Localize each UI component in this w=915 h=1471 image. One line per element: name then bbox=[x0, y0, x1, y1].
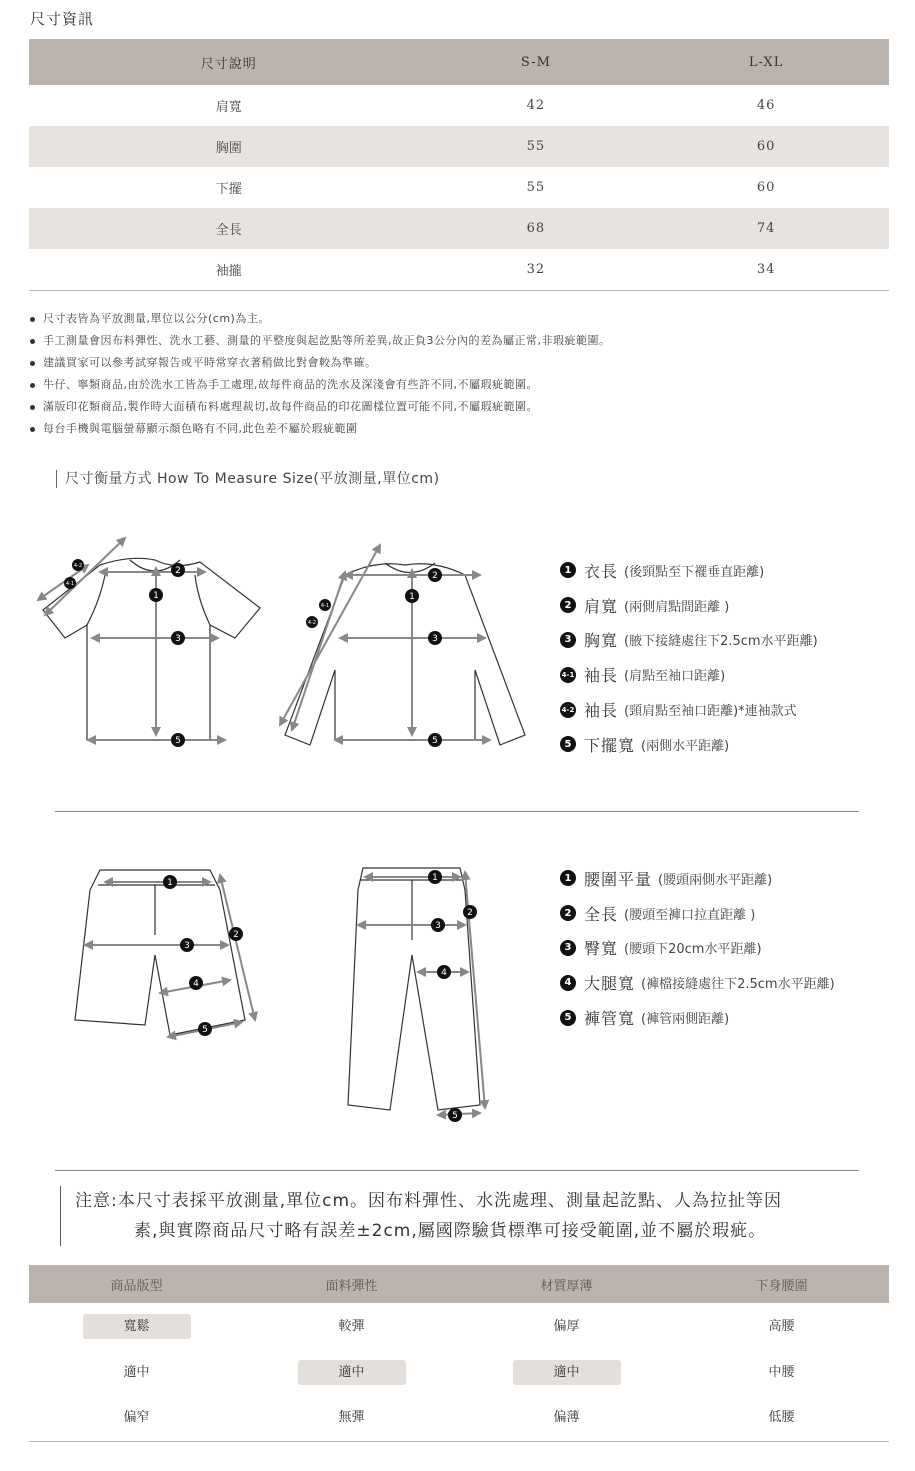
badge-label: 4 bbox=[193, 979, 199, 989]
header-cell: S-M bbox=[429, 39, 644, 85]
legend-desc: (褲管兩側距離) bbox=[641, 1012, 730, 1028]
badge-icon: 2 bbox=[560, 905, 576, 921]
bullet-icon bbox=[30, 317, 35, 322]
note-item bbox=[30, 308, 611, 330]
option: 低腰 bbox=[768, 1410, 795, 1426]
table-cell: 46 bbox=[756, 98, 776, 113]
note-text: 牛仔、寧類商品,由於洗水工皆為手工處理,故每件商品的洗水及深淺會有些許不同,不屬瑕疵範圍。 bbox=[43, 378, 538, 391]
legend-desc: (腰頭兩側水平距離) bbox=[658, 872, 773, 888]
badge-icon: 3 bbox=[560, 940, 576, 956]
table-cell: 肩寬 bbox=[215, 100, 242, 115]
legend-name: 臀寬 bbox=[584, 939, 619, 959]
badge-icon: 1 bbox=[560, 562, 576, 578]
tops-legend bbox=[560, 553, 818, 762]
table-cell: 60 bbox=[756, 180, 776, 195]
table-cell: 42 bbox=[526, 98, 546, 113]
header-cell: 面料彈性 bbox=[244, 1265, 459, 1303]
legend-item bbox=[560, 727, 818, 762]
table-cell: 68 bbox=[429, 208, 644, 249]
legend-name: 袖長 bbox=[584, 701, 619, 721]
table-row bbox=[29, 1303, 889, 1349]
option: 中腰 bbox=[768, 1364, 795, 1380]
header-cell: 尺寸說明 bbox=[29, 39, 429, 85]
table-cell: 55 bbox=[526, 180, 546, 195]
legend-desc: (兩側肩點間距離 ) bbox=[624, 599, 730, 615]
section-title: 尺寸資訊 bbox=[30, 10, 95, 28]
badge-label: 1 bbox=[409, 592, 415, 602]
table-cell: 34 bbox=[643, 249, 889, 290]
legend-desc: (兩側水平距離) bbox=[641, 738, 730, 754]
table-cell bbox=[29, 1303, 244, 1349]
badge-label: 1 bbox=[167, 878, 173, 888]
legend-desc: (腰頭下20cm水平距離) bbox=[624, 942, 762, 958]
note-item bbox=[30, 418, 611, 440]
selected-option: 寬鬆 bbox=[83, 1314, 191, 1339]
table-cell bbox=[244, 1349, 459, 1395]
header-cell: 下身腰圍 bbox=[674, 1265, 889, 1303]
legend-desc: (腰頭至褲口拉直距離 ) bbox=[624, 907, 756, 923]
table-row bbox=[29, 208, 889, 249]
table-cell bbox=[244, 1303, 459, 1349]
badge-label: 2 bbox=[233, 930, 239, 940]
legend-name: 肩寬 bbox=[584, 596, 619, 616]
legend-name: 褲管寬 bbox=[584, 1009, 636, 1029]
badge-label: 2 bbox=[175, 566, 181, 576]
table-cell bbox=[244, 1395, 459, 1441]
legend-item bbox=[560, 896, 835, 931]
badge-icon: 4-1 bbox=[560, 667, 576, 683]
legend-desc: (頸肩點至袖口距離)*連袖款式 bbox=[624, 704, 797, 720]
table-cell: 下擺 bbox=[215, 182, 242, 197]
shorts-illustration bbox=[75, 870, 245, 1035]
badge-icon: 1 bbox=[560, 870, 576, 886]
size-table bbox=[29, 39, 889, 291]
badge-label: 4 bbox=[441, 968, 447, 978]
table-row bbox=[29, 85, 889, 126]
size-table-header bbox=[29, 39, 889, 85]
badge-label: 5 bbox=[432, 736, 438, 746]
divider bbox=[55, 811, 859, 812]
note-item bbox=[30, 374, 611, 396]
table-cell bbox=[674, 1303, 889, 1349]
legend-item bbox=[560, 588, 818, 623]
note-text: 手工測量會因布料彈性、洗水工藝、測量的平整度與起訖點等所差異,故正負3公分內的差為屬正常,非瑕疵範圍。 bbox=[43, 334, 611, 347]
legend-item bbox=[560, 931, 835, 966]
legend-item bbox=[560, 1000, 835, 1035]
option: 偏薄 bbox=[553, 1410, 580, 1426]
badge-label: 3 bbox=[175, 634, 181, 644]
badge-label: 5 bbox=[452, 1111, 458, 1121]
badge-label: 5 bbox=[202, 1025, 208, 1035]
note-text: 尺寸表皆為平放測量,單位以公分(cm)為主。 bbox=[43, 312, 270, 325]
badge-label: 3 bbox=[432, 634, 438, 644]
legend-name: 全長 bbox=[584, 904, 619, 924]
table-cell: 55 bbox=[429, 126, 644, 167]
bullet-icon bbox=[30, 383, 35, 388]
badge-label: 4-2 bbox=[307, 620, 317, 626]
table-cell bbox=[29, 1395, 244, 1441]
badge-icon: 3 bbox=[560, 632, 576, 648]
legend-item bbox=[560, 861, 835, 896]
note-item bbox=[30, 352, 611, 374]
note-text: 建議買家可以參考試穿報告或平時常穿衣著稍做比對會較為準確。 bbox=[43, 356, 377, 369]
table-row bbox=[29, 1395, 889, 1441]
badge-icon: 5 bbox=[560, 1010, 576, 1026]
legend-item bbox=[560, 623, 818, 658]
legend-name: 大腿寬 bbox=[584, 974, 636, 994]
legend-name: 腰圍平量 bbox=[584, 869, 653, 889]
legend-desc: (後頸點至下襬垂直距離) bbox=[624, 564, 765, 580]
legend-desc: (褲檔接縫處往下2.5cm水平距離) bbox=[641, 977, 835, 993]
table-cell: 32 bbox=[429, 249, 644, 290]
table-row bbox=[29, 126, 889, 167]
option: 偏窄 bbox=[123, 1410, 150, 1426]
selected-option: 適中 bbox=[513, 1360, 621, 1385]
legend-name: 袖長 bbox=[584, 666, 619, 686]
option: 偏厚 bbox=[553, 1318, 580, 1334]
caution-line: 注意:本尺寸表採平放測量,單位cm。因布料彈性、水洗處理、測量起訖點、人為拉扯等因 bbox=[75, 1191, 783, 1211]
pants-illustration bbox=[348, 868, 480, 1110]
table-row bbox=[29, 1349, 889, 1395]
bullet-icon bbox=[30, 405, 35, 410]
legend-item bbox=[560, 965, 835, 1000]
note-text: 滿版印花類商品,製作時大面積布料處理裁切,故每件商品的印花圖樣位置可能不同,不屬瑕疵範圍。 bbox=[43, 400, 538, 413]
table-cell: 60 bbox=[643, 126, 889, 167]
badge-label: 3 bbox=[435, 921, 441, 931]
header-cell: 材質厚薄 bbox=[459, 1265, 674, 1303]
legend-item bbox=[560, 553, 818, 588]
badge-icon: 4 bbox=[560, 975, 576, 991]
option: 較彈 bbox=[338, 1318, 365, 1334]
bullet-icon bbox=[30, 361, 35, 366]
header-cell: L-XL bbox=[643, 39, 889, 85]
note-item bbox=[30, 396, 611, 418]
legend-item bbox=[560, 692, 818, 727]
badge-label: 2 bbox=[432, 571, 438, 581]
legend-desc: (肩點至袖口距離) bbox=[624, 669, 726, 685]
header-cell: 商品版型 bbox=[29, 1265, 244, 1303]
badge-label: 3 bbox=[184, 941, 190, 951]
note-item bbox=[30, 330, 611, 352]
table-cell: 胸圍 bbox=[29, 126, 429, 167]
badge-label: 4-1 bbox=[65, 581, 75, 587]
table-cell: 全長 bbox=[29, 208, 429, 249]
badge-label: 5 bbox=[175, 736, 181, 746]
badge-label: 1 bbox=[153, 591, 159, 601]
legend-name: 衣長 bbox=[584, 561, 619, 581]
legend-desc: (腋下接縫處往下2.5cm水平距離) bbox=[624, 634, 818, 650]
option: 適中 bbox=[123, 1364, 150, 1380]
table-cell bbox=[459, 1303, 674, 1349]
table-cell: 74 bbox=[643, 208, 889, 249]
caution-note bbox=[60, 1186, 870, 1246]
table-row bbox=[29, 167, 889, 208]
bullet-icon bbox=[30, 339, 35, 344]
fit-table-header bbox=[29, 1265, 889, 1303]
bottoms-legend bbox=[560, 861, 835, 1035]
option: 高腰 bbox=[768, 1318, 795, 1334]
badge-label: 4-2 bbox=[73, 563, 83, 569]
notes-list bbox=[30, 308, 611, 440]
table-cell bbox=[674, 1395, 889, 1441]
selected-option: 適中 bbox=[298, 1360, 406, 1385]
measure-title: 尺寸衡量方式 How To Measure Size(平放測量,單位cm) bbox=[56, 470, 440, 488]
bullet-icon bbox=[30, 427, 35, 432]
tops-diagram bbox=[30, 530, 540, 760]
legend-name: 下擺寬 bbox=[584, 735, 636, 755]
table-cell bbox=[674, 1349, 889, 1395]
legend-name: 胸寬 bbox=[584, 631, 619, 651]
longsleeve-illustration bbox=[285, 563, 525, 745]
bottoms-diagram bbox=[60, 860, 510, 1130]
table-cell bbox=[459, 1349, 674, 1395]
table-cell bbox=[459, 1395, 674, 1441]
badge-icon: 4-2 bbox=[560, 702, 576, 718]
badge-label: 4-1 bbox=[320, 603, 330, 609]
badge-icon: 5 bbox=[560, 736, 576, 752]
legend-item bbox=[560, 657, 818, 692]
fit-table bbox=[29, 1265, 889, 1442]
caution-line: 素,與實際商品尺寸略有誤差±2cm,屬國際驗貨標準可接受範圍,並不屬於瑕疵。 bbox=[134, 1221, 767, 1241]
divider bbox=[55, 1170, 859, 1171]
badge-label: 1 bbox=[432, 873, 438, 883]
note-text: 每台手機與電腦螢幕顯示顏色略有不同,此色差不屬於瑕疵範圍 bbox=[43, 422, 358, 435]
table-row bbox=[29, 249, 889, 290]
badge-label: 2 bbox=[467, 908, 473, 918]
table-cell bbox=[29, 1349, 244, 1395]
table-cell: 袖攏 bbox=[29, 249, 429, 290]
badge-icon: 2 bbox=[560, 597, 576, 613]
option: 無彈 bbox=[338, 1410, 365, 1426]
